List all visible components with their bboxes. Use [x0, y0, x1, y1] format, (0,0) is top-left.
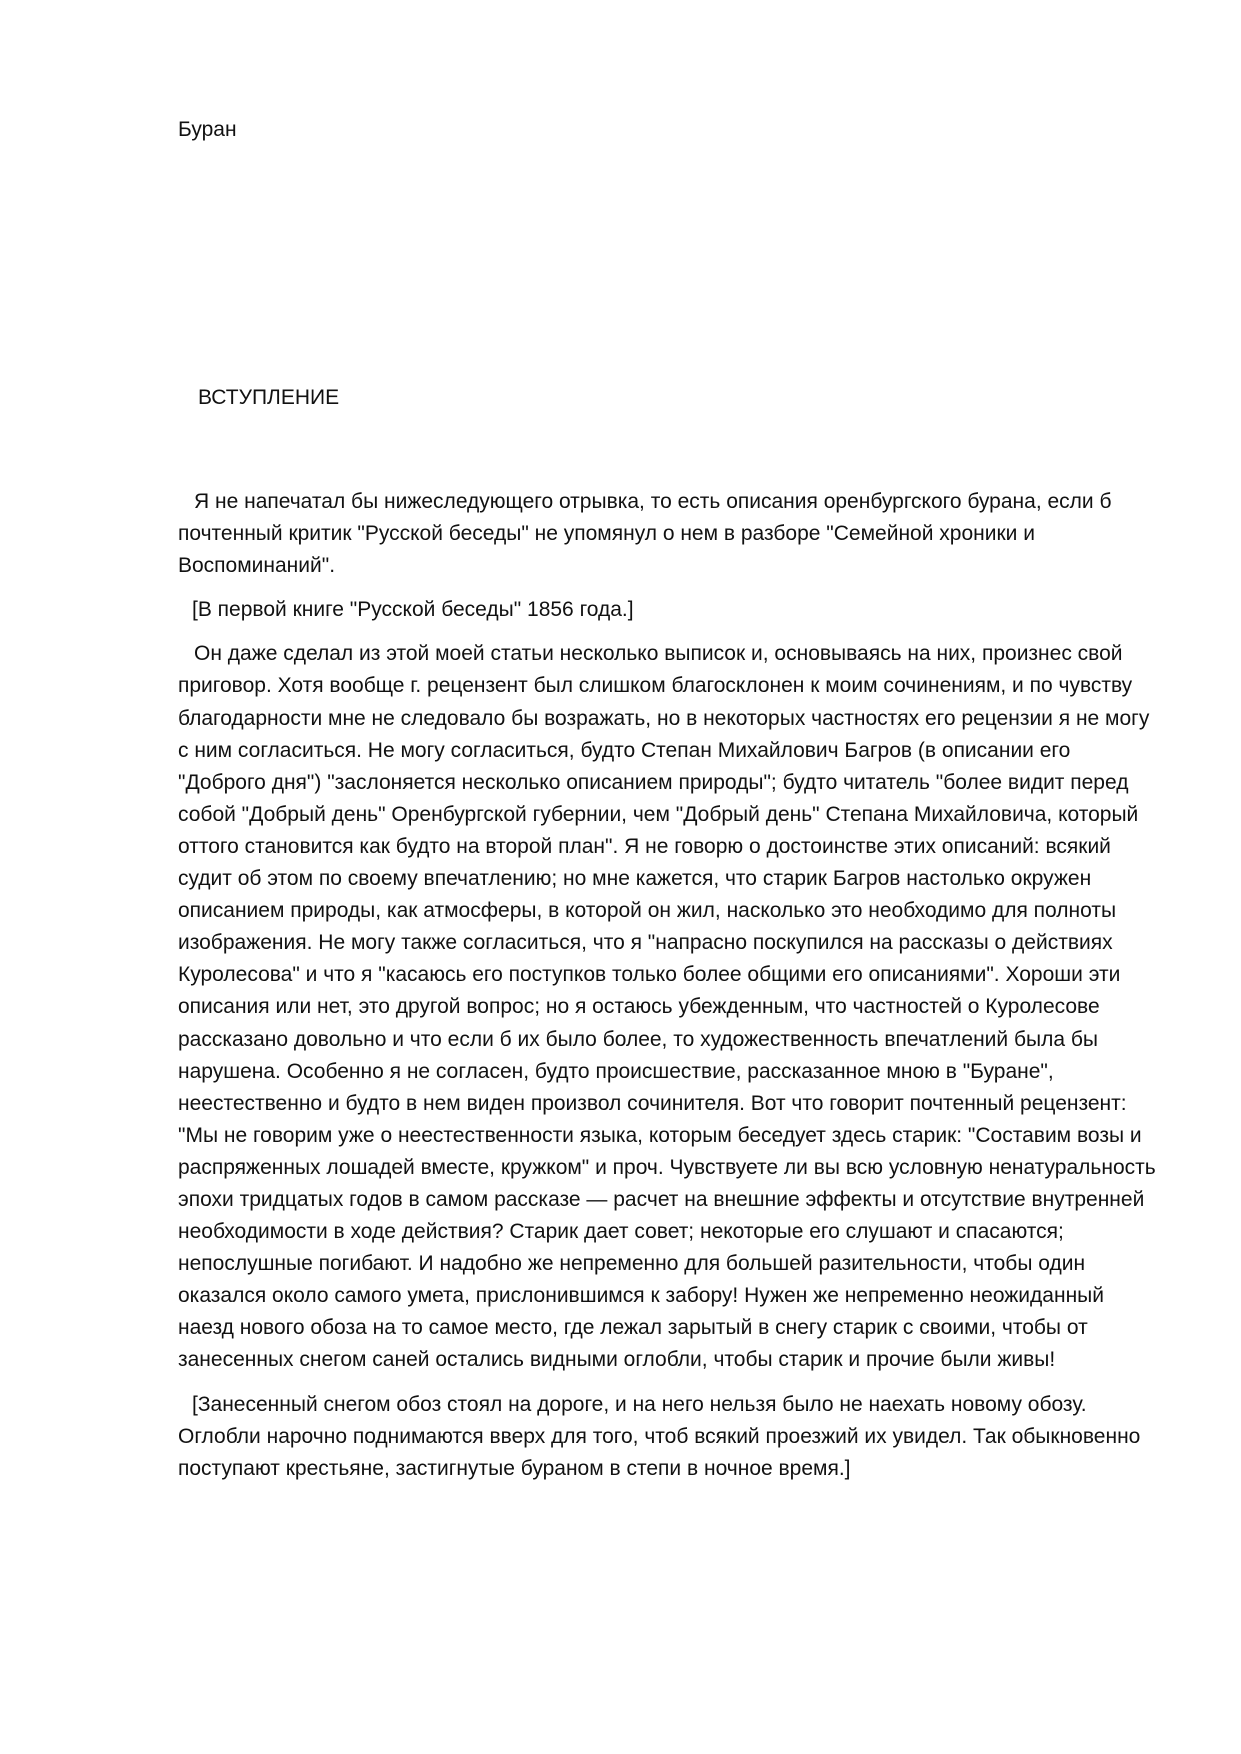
paragraph-footnote-source: [В первой книге "Русской беседы" 1856 года.]: [192, 598, 634, 622]
document-title: Буран: [178, 118, 237, 141]
document-body: [178, 486, 1163, 1497]
paragraph-main: Он даже сделал из этой моей статьи несколько выписок и, основываясь на них, произнес свой приговор. Хотя вообще г. рецензент был слишком благосклонен к моим сочинениям, и по чувству благодарности мне не следовало бы возражать, но в некоторых частностях его рецензии я не могу с ним согласиться. Не могу согласиться, будто Степан Михайлович Багров (в описании его "Доброго дня") "заслоняется несколько описанием природы"; будто читатель "более видит перед собой "Добрый день" Оренбургской губернии, чем "Добрый день" Степана Михайловича, который оттого становится как будто на второй план". Я не говорю о достоинстве этих описаний: всякий судит об этом по своему впечатлению; но мне кажется, что старик Багров настолько окружен описанием природы, как атмосферы, в которой он жил, насколько это необходимо для полноты изображения. Не могу также согласиться, что я "напрасно поскупился на рассказы о действиях Куролесова" и что я "касаюсь его поступков только более общими его описаниями". Хороши эти описания или нет, это другой вопрос; но я остаюсь убежденным, что частностей о Куролесове рассказано довольно и что если б их было более, то художественность впечатлений была бы нарушена. Особенно я не согласен, будто происшествие, рассказанное мною в "Буране", неестественно и будто в нем виден произвол сочинителя. Вот что говорит почтенный рецензент: "Мы не говорим уже о неестественности языка, которым беседует здесь старик: "Составим возы и распряженных лошадей вместе, кружком" и проч. Чувствуете ли вы всю условную ненатуральность эпохи тридцатых годов в самом рассказе — расчет на внешние эффекты и отсутствие внутренней необходимости в ходе действия? Старик дает совет; некоторые его слушают и спасаются; непослушные погибают. И надобно же непременно для большей разительности, чтобы один оказался около самого умета, прислонившимся к забору! Нужен же непременно неожиданный наезд нового обоза на то самое место, где лежал зарытый в снегу старик с своими, чтобы от занесенных снегом саней остались видными оглобли, чтобы старик и прочие были живы!: [178, 642, 1156, 1372]
section-heading: ВСТУПЛЕНИЕ: [198, 386, 340, 409]
paragraph-footnote-convoy: [Занесенный снегом обоз стоял на дороге, и на него нельзя было не наехать новому обозу. Оглобли нарочно поднимаются вверх для того, чтоб всякий проезжий их увидел. Так обыкновенно поступают крестьяне, застигнутые бураном в степи в ночное время.]: [178, 1392, 1141, 1480]
paragraph-intro: Я не напечатал бы нижеследующего отрывка, то есть описания оренбургского бурана, если б почтенный критик "Русской беседы" не упомянул о нем в разборе "Семейной хроники и Воспоминаний".: [178, 490, 1112, 578]
